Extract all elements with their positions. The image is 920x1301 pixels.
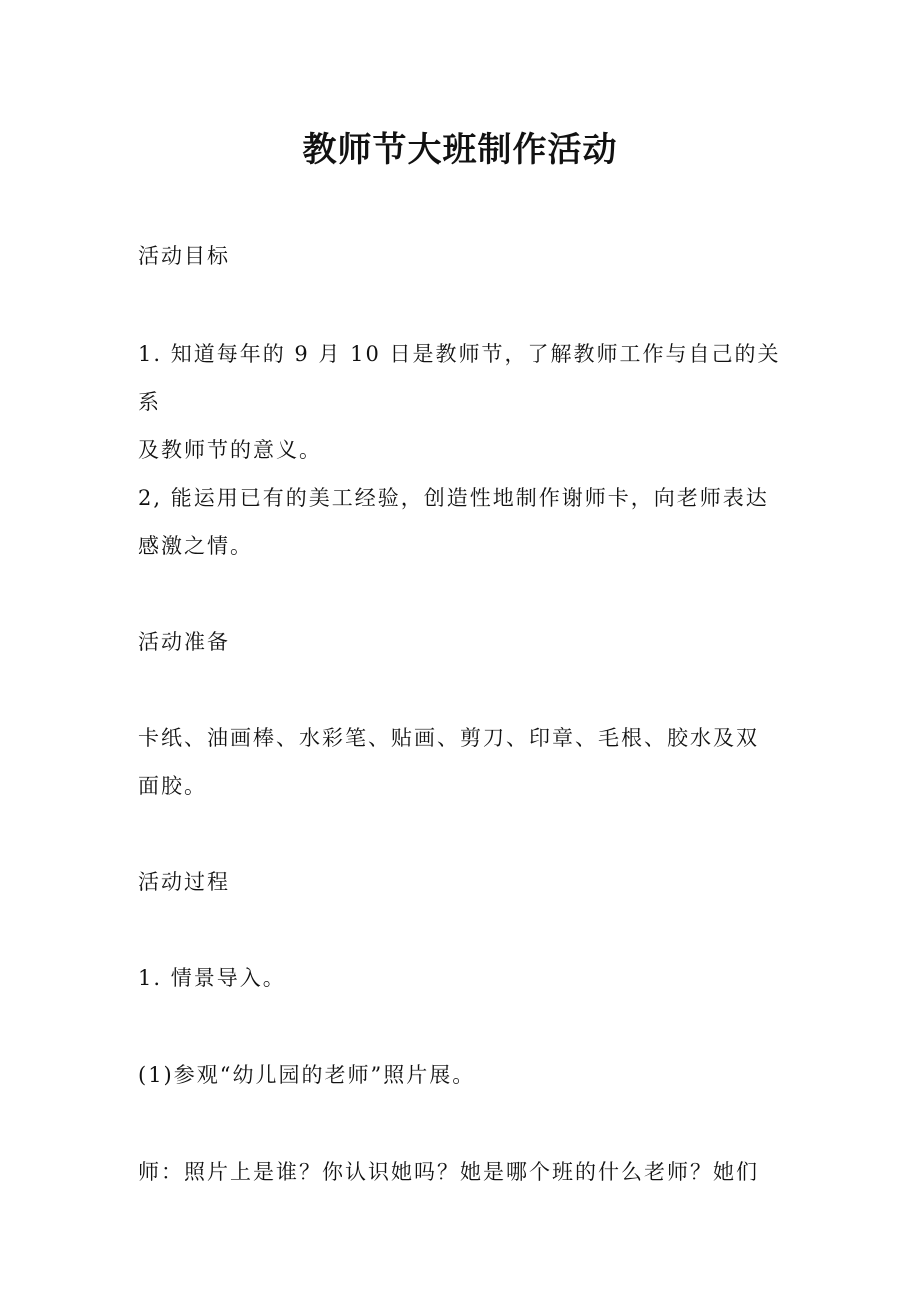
goal-2-paragraph (138, 474, 788, 570)
teacher-question-text: 师：照片上是谁？你认识她吗？她是哪个班的什么老师？她们 (138, 1160, 759, 1184)
step-1-subitem-1: (1)参观“幼儿园的老师”照片展。 (138, 1063, 476, 1087)
section-heading-preparation: 活动准备 (138, 630, 230, 654)
section-heading-process: 活动过程 (138, 870, 230, 894)
goal-1-line-1: 1. 知道每年的 9 月 10 日是教师节，了解教师工作与自己的关系 (138, 342, 781, 414)
goal-1-line-2: 及教师节的意义。 (138, 438, 322, 462)
materials-paragraph (138, 714, 788, 810)
materials-line-2: 面胶。 (138, 774, 207, 798)
goal-2-line-2: 感激之情。 (138, 534, 253, 558)
step-1-text: 1. 情景导入。 (138, 966, 286, 990)
goal-1-paragraph (138, 330, 788, 474)
materials-line-1: 卡纸、油画棒、水彩笔、贴画、剪刀、印章、毛根、胶水及双 (138, 726, 759, 750)
goal-2-line-1: 2, 能运用已有的美工经验，创造性地制作谢师卡，向老师表达 (138, 486, 769, 510)
page-title: 教师节大班制作活动 (302, 130, 618, 170)
section-heading-goals: 活动目标 (138, 244, 230, 268)
